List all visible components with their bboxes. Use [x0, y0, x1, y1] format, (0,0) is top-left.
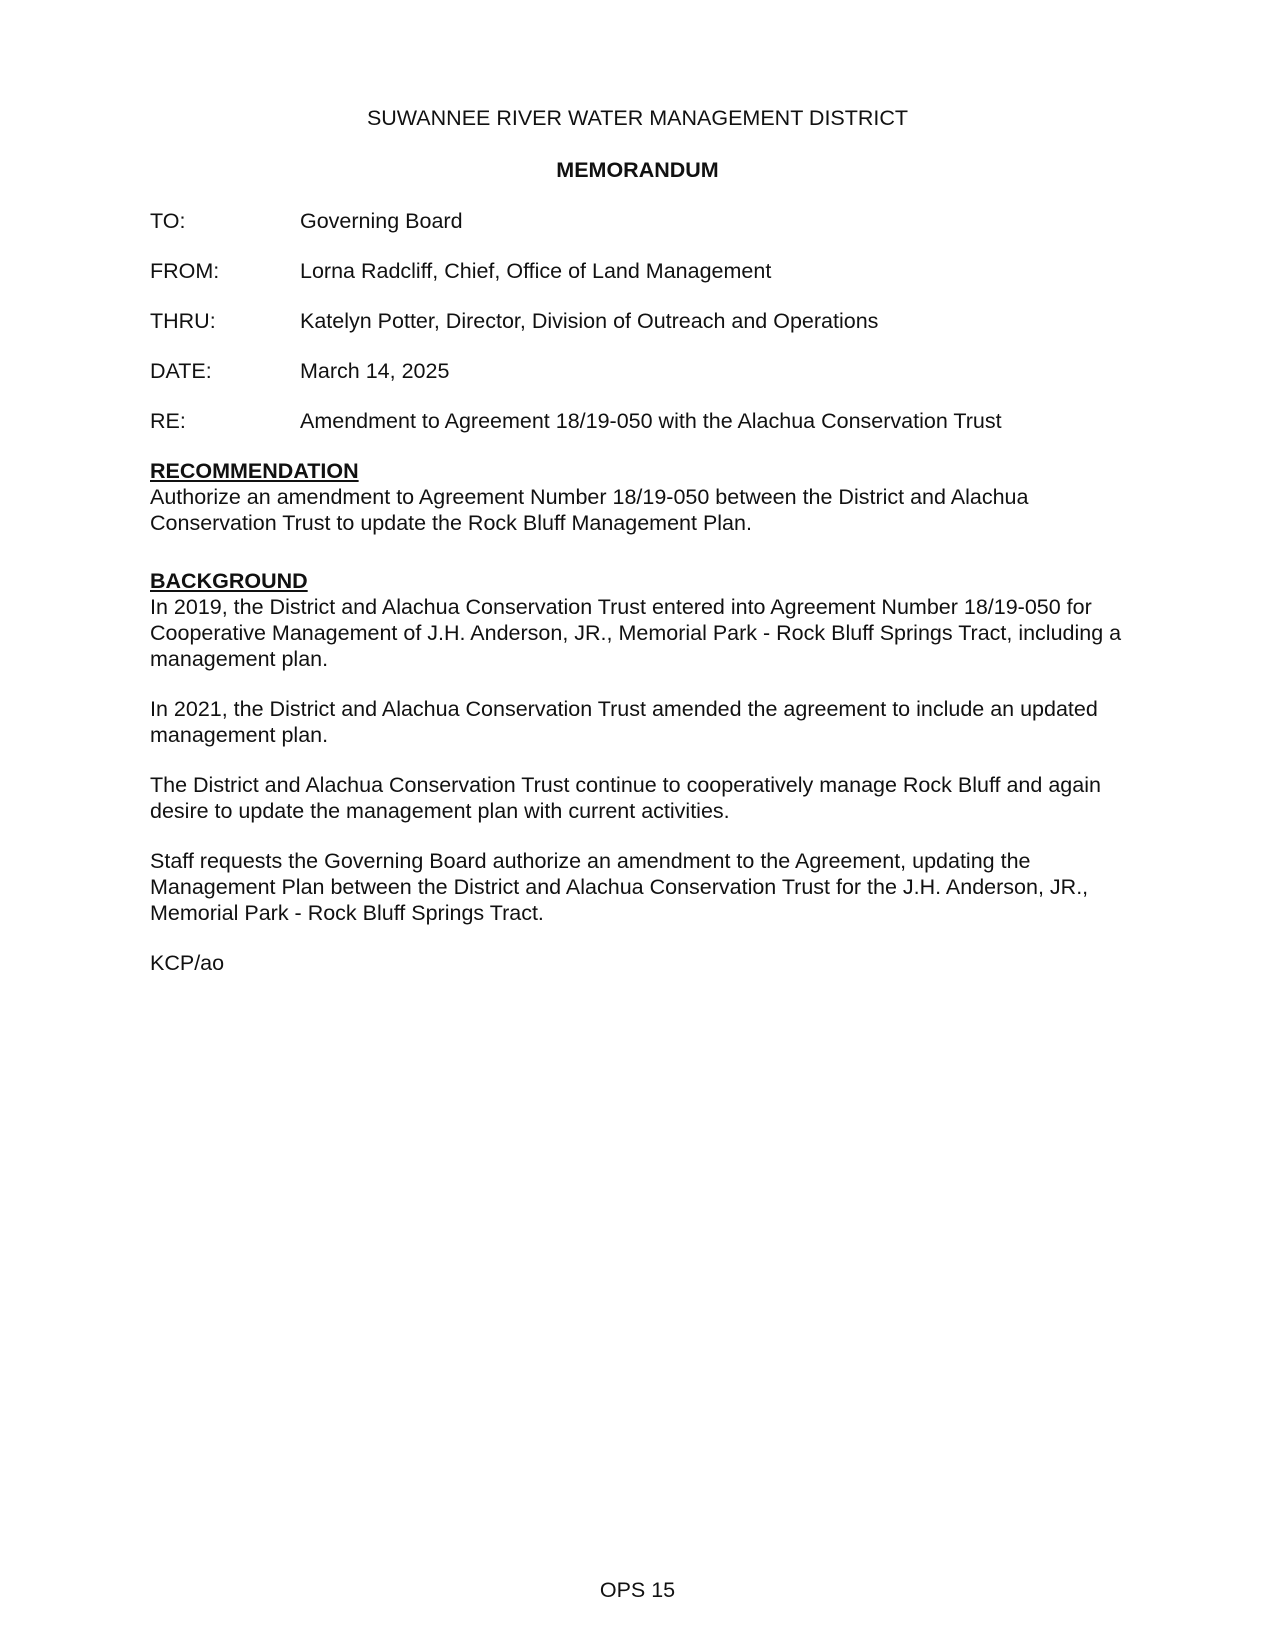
background-paragraph-2: In 2021, the District and Alachua Conservation Trust amended the agreement to include an updated management plan. — [150, 697, 1098, 747]
background-heading: BACKGROUND — [150, 569, 308, 593]
memo-field-label: TO: — [150, 209, 186, 233]
memo-field-thru — [150, 308, 1150, 334]
recommendation-section — [150, 458, 1140, 536]
memo-field-label: FROM: — [150, 259, 220, 283]
memo-field-label: RE: — [150, 409, 186, 433]
memo-title: MEMORANDUM — [556, 158, 719, 182]
background-paragraph-3: The District and Alachua Conservation Trust continue to cooperatively manage Rock Bluff and again desire to update the management plan with current activities. — [150, 773, 1101, 823]
memo-field-value: Amendment to Agreement 18/19-050 with the Alachua Conservation Trust — [300, 409, 1002, 433]
background-paragraph-4: Staff requests the Governing Board authorize an amendment to the Agreement, updating the Management Plan between the District and Alachua Conservation Trust for the J.H. Anderson, JR., Memorial Park - Rock Bluff Springs Tract. — [150, 849, 1089, 925]
memo-field-value: Governing Board — [300, 209, 463, 233]
memo-field-value: Lorna Radcliff, Chief, Office of Land Management — [300, 259, 772, 283]
memo-field-value: Katelyn Potter, Director, Division of Outreach and Operations — [300, 309, 879, 333]
recommendation-heading: RECOMMENDATION — [150, 459, 359, 483]
background-paragraph-1: In 2019, the District and Alachua Conservation Trust entered into Agreement Number 18/19-050 for Cooperative Management of J.H. Anderson, JR., Memorial Park - Rock Bluff Springs Tract, including a management plan. — [150, 595, 1122, 671]
memo-field-date — [150, 358, 1150, 384]
author-initials: KCP/ao — [150, 951, 225, 975]
memo-field-re — [150, 408, 1150, 434]
page-number: OPS 15 — [599, 1578, 676, 1602]
organization-name: SUWANNEE RIVER WATER MANAGEMENT DISTRICT — [366, 106, 909, 130]
memo-field-label: THRU: — [150, 309, 216, 333]
memo-field-from — [150, 258, 1150, 284]
memo-field-label: DATE: — [150, 359, 212, 383]
memo-field-to — [150, 208, 1150, 234]
background-section — [150, 568, 1140, 976]
recommendation-text: Authorize an amendment to Agreement Number 18/19-050 between the District and Alachua Conservation Trust to update the Rock Bluff Management Plan. — [150, 485, 1029, 535]
memo-field-value: March 14, 2025 — [300, 359, 450, 383]
